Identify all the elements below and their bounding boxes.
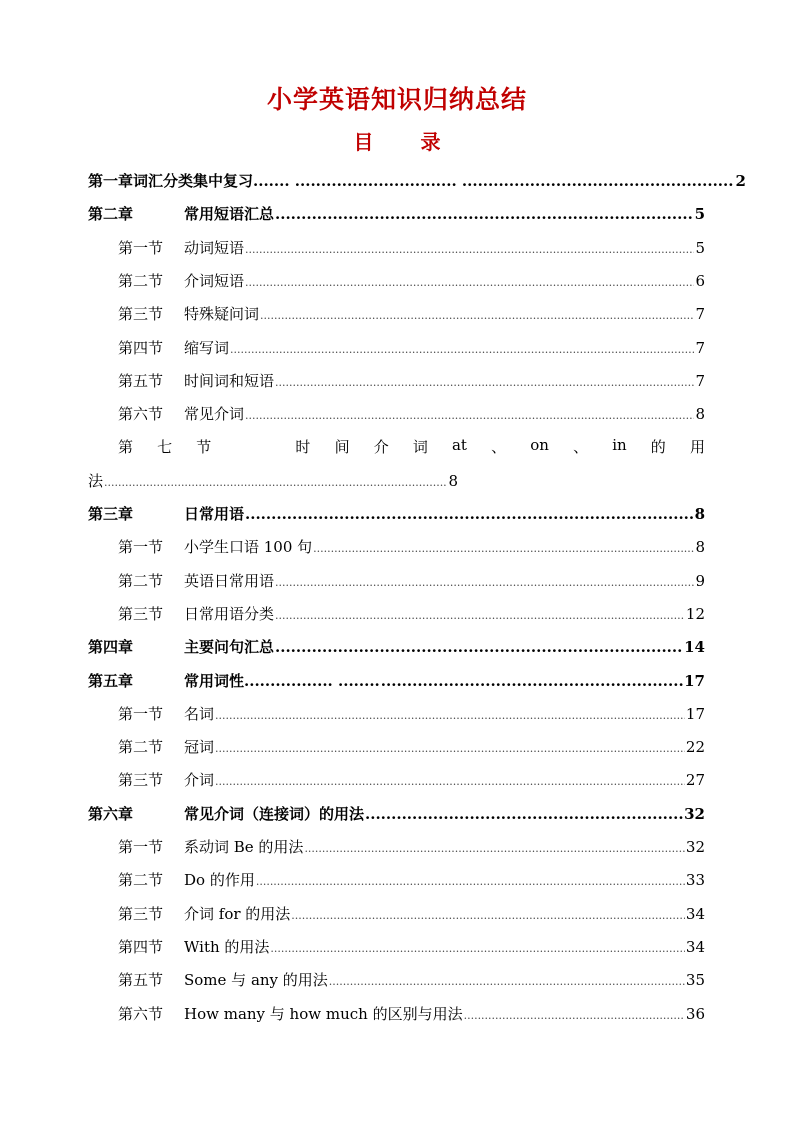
toc-entry-title: With 的用法 [184, 937, 270, 956]
dot-leader [275, 638, 683, 656]
toc-entry-number: 第一节 [118, 704, 164, 723]
toc-entry-title: 介词 for 的用法 [184, 904, 291, 923]
toc-entry-title: 名词 [184, 704, 215, 723]
dot-leader [381, 672, 683, 690]
toc-section-entry[interactable] [118, 1003, 705, 1024]
toc-entry-title: Do 的作用 [184, 871, 255, 890]
toc-section-entry[interactable] [118, 337, 705, 358]
toc-entry-number: 第四节 [118, 937, 164, 956]
toc-page-number: 5 [695, 238, 705, 257]
toc-page-number: 34 [685, 937, 705, 956]
toc-entry-number: 第一节 [118, 838, 164, 856]
dot-leader [275, 372, 694, 390]
toc-entry-number: 第四节 [118, 338, 164, 357]
toc-entry-number: 第一章 [88, 172, 134, 190]
toc-page-number: 22 [685, 738, 705, 757]
dot-leader [245, 405, 694, 423]
toc-entry-title: 日常用语 [184, 505, 245, 523]
toc-chapter-entry[interactable] [88, 636, 705, 657]
toc-section-entry[interactable] [118, 869, 705, 890]
dot-leader [230, 339, 694, 357]
dot-leader [304, 838, 684, 856]
dot-leader [275, 572, 694, 590]
toc-page-number: 14 [684, 638, 705, 657]
dot-leader [365, 805, 683, 823]
toc-page-number: 27 [685, 771, 705, 790]
toc-entry-title: 冠词 [184, 738, 215, 757]
toc-section-entry[interactable] [118, 270, 705, 291]
dot-leader [215, 705, 685, 723]
toc-entry-title: 介词 [184, 771, 215, 790]
toc-section-entry[interactable] [118, 769, 705, 790]
toc-entry-text-part: 时 [295, 438, 311, 457]
toc-page-number: 36 [685, 1004, 705, 1023]
toc-chapter-entry[interactable] [88, 203, 705, 224]
toc-entry-number: 第三节 [118, 305, 164, 324]
toc-entry-title: 特殊疑问词 [184, 305, 260, 324]
toc-entry-text-part: on [530, 436, 549, 455]
toc-page-number: 17 [685, 704, 705, 723]
toc-entry-text-part: 用 [689, 438, 705, 457]
toc-entry-title: Some 与 any 的用法 [184, 971, 328, 990]
toc-section-entry[interactable] [118, 237, 705, 258]
dot-leader [464, 1005, 685, 1023]
toc-entry-number: 第六节 [118, 405, 164, 424]
toc-heading: 目 录 [353, 130, 441, 154]
toc-section-entry[interactable] [118, 969, 705, 990]
dot-leader [313, 538, 694, 556]
dot-leader [260, 305, 694, 323]
toc-entry-text-part: 间 [334, 438, 350, 457]
toc-section-entry[interactable] [118, 736, 705, 757]
toc-page-number: 8 [695, 405, 705, 424]
toc-entry-number: 第二节 [118, 738, 164, 757]
toc-page-number: 6 [695, 271, 705, 290]
toc-section-entry[interactable] [118, 836, 705, 857]
toc-entry-continuation[interactable] [88, 470, 458, 491]
toc-entry-title: 常见介词 [184, 405, 245, 424]
dot-leader [256, 871, 685, 889]
toc-page-number: 5 [694, 205, 705, 224]
toc-section-entry[interactable] [118, 570, 705, 591]
toc-entry-number: 第五章 [88, 671, 134, 690]
dot-leader [275, 205, 694, 223]
toc-entry-title: 时间词和短语 [184, 371, 275, 390]
toc-entry-title: 常用短语汇总 [184, 205, 275, 224]
toc-section-entry[interactable] [118, 703, 705, 724]
toc-entry-title: 常见介词（连接词）的用法 [184, 804, 365, 823]
dot-leader [270, 938, 684, 956]
toc-entry-number: 第五节 [118, 371, 164, 390]
toc-entry-title: 英语日常用语 [184, 571, 275, 590]
toc-entry-text-part: 节 [196, 438, 212, 457]
toc-entry-text-part: 第 [118, 438, 134, 457]
toc-entry-number: 第三节 [118, 904, 164, 923]
toc-section-entry[interactable] [118, 370, 705, 391]
toc-entry-title: 介词短语 [184, 271, 245, 290]
toc-page-number: 2 [735, 172, 746, 190]
toc-section-entry[interactable] [118, 603, 705, 624]
toc-entry-number: 第二节 [118, 571, 164, 590]
toc-entry-text-part: in [612, 436, 627, 455]
dot-leader [215, 771, 685, 789]
page-title: 小学英语知识归纳总结 [266, 85, 527, 114]
dot-leader [329, 971, 685, 989]
toc-chapter-entry[interactable] [88, 670, 705, 691]
toc-entry-number: 第六节 [118, 1004, 164, 1023]
toc-entry-title: 法 [88, 471, 104, 490]
toc-entry-number: 第五节 [118, 971, 164, 990]
toc-entry-title: 缩写词 [184, 338, 230, 357]
toc-page-number: 33 [685, 871, 705, 890]
toc-entry-title: 词汇分类集中复习....... ............................... .................................................... [133, 172, 734, 190]
toc-entry-number: 第四章 [88, 638, 134, 657]
toc-entry-text-part: at [451, 436, 467, 455]
toc-entry-number: 第三节 [118, 604, 164, 623]
toc-chapter-entry[interactable] [88, 170, 746, 191]
toc-entry-text-part: 七 [157, 438, 173, 457]
toc-entry-title: 小学生口语 100 句 [184, 538, 313, 557]
toc-page-number: 35 [685, 971, 705, 990]
toc-page-number: 7 [695, 305, 705, 324]
toc-page-number: 12 [685, 604, 705, 623]
dot-leader [245, 239, 694, 257]
toc-chapter-entry[interactable] [88, 803, 705, 824]
toc-entry-number: 第二节 [118, 871, 164, 890]
toc-section-entry[interactable] [118, 536, 705, 557]
toc-entry-number: 第三节 [118, 771, 164, 790]
toc-entry-title: How many 与 how much 的区别与用法 [184, 1004, 463, 1023]
toc-section-entry[interactable] [118, 903, 705, 924]
toc-page-number: 32 [685, 838, 705, 856]
dot-leader [245, 505, 694, 523]
toc-entry-title: 主要问句汇总 [184, 638, 275, 657]
toc-entry-spread[interactable] [118, 436, 705, 457]
toc-page-number: 8 [448, 471, 458, 490]
toc-section-entry[interactable] [118, 403, 705, 424]
toc-entry-title: 常用词性................. ........ [184, 671, 380, 690]
toc-chapter-entry[interactable] [88, 503, 705, 524]
toc-page-number: 8 [695, 538, 705, 557]
toc-entry-title: 系动词 Be 的用法 [184, 838, 304, 856]
toc-page-number: 7 [695, 371, 705, 390]
toc-page-number: 7 [695, 338, 705, 357]
dot-leader [291, 905, 685, 923]
toc-entry-number: 第一节 [118, 238, 164, 257]
toc-entry-title: 动词短语 [184, 238, 245, 257]
toc-entry-number: 第六章 [88, 804, 134, 823]
dot-leader [104, 472, 447, 490]
toc-entry-text-part: 、 [491, 438, 507, 457]
toc-entry-number: 第二节 [118, 271, 164, 290]
toc-page-number: 17 [684, 671, 705, 690]
toc-page-number: 32 [684, 804, 705, 823]
dot-leader [245, 272, 694, 290]
toc-section-entry[interactable] [118, 936, 705, 957]
toc-entry-text-part: 介 [373, 438, 389, 457]
toc-section-entry[interactable] [118, 303, 705, 324]
toc-entry-text-part: 、 [573, 438, 589, 457]
toc-entry-number: 第二章 [88, 205, 134, 224]
toc-page-number: 8 [694, 505, 705, 523]
toc-page-number: 34 [685, 904, 705, 923]
toc-entry-number: 第一节 [118, 538, 164, 557]
toc-entry-text-part: 词 [412, 438, 428, 457]
dot-leader [275, 605, 685, 623]
toc-entry-number: 第三章 [88, 505, 134, 523]
toc-page-number: 9 [695, 571, 705, 590]
toc-entry-text-part: 的 [650, 438, 666, 457]
dot-leader [215, 738, 685, 756]
toc-entry-title: 日常用语分类 [184, 604, 275, 623]
